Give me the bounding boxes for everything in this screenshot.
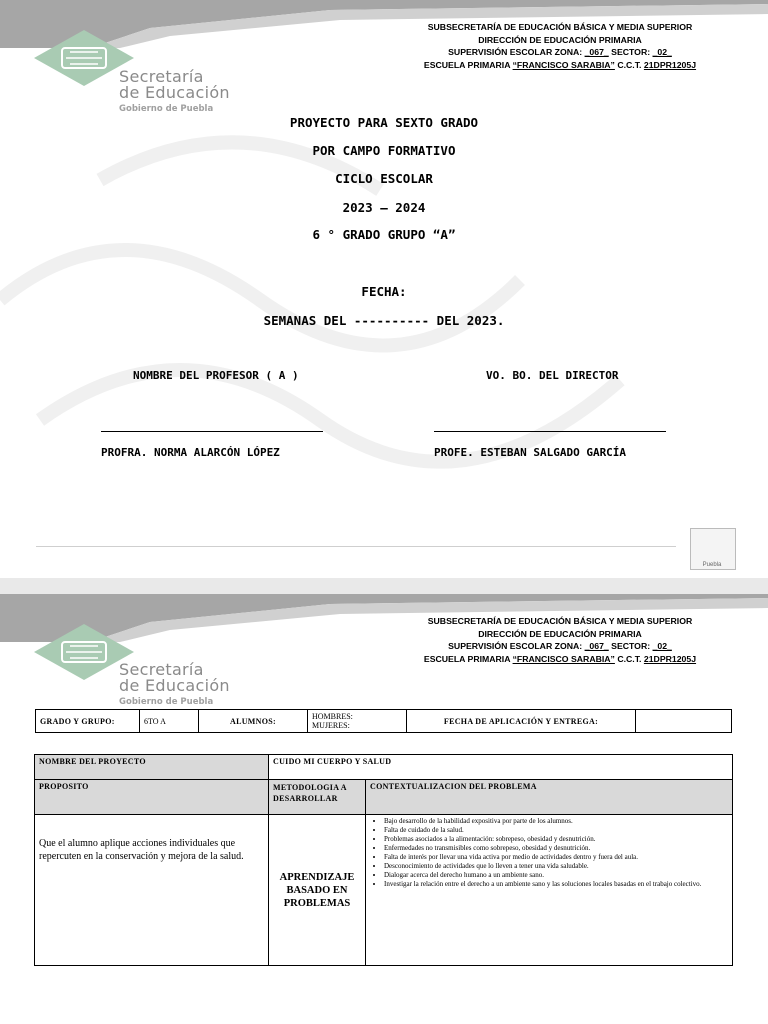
brand-line-2: de Educación	[119, 676, 230, 695]
header-line-3: SUPERVISIÓN ESCOLAR ZONA: _067_ SECTOR: _02_	[448, 47, 672, 57]
cover-title-1: PROYECTO PARA SEXTO GRADO	[289, 115, 479, 130]
hombres-label: HOMBRES:	[312, 712, 353, 721]
brand-line-1: Secretaría	[119, 660, 204, 679]
fecha-aplicacion-label: FECHA DE APLICACIÓN Y ENTREGA:	[407, 710, 636, 733]
header-line-1: SUBSECRETARÍA DE EDUCACIÓN BÁSICA Y MEDIA SUPERIOR	[427, 616, 693, 626]
nombre-proyecto-label: NOMBRE DEL PROYECTO	[35, 755, 269, 780]
brand-line-3: Gobierno de Puebla	[119, 104, 214, 114]
header-line-4: ESCUELA PRIMARIA “FRANCISCO SARABIA” C.C.T. 21DPR1205J	[423, 59, 697, 70]
cover-title-4: 2023 – 2024	[342, 200, 426, 215]
contexto-item: • Enfermedades no transmisibles como sobrepeso, obesidad y desnutrición.	[384, 844, 726, 853]
cover-title-3: CICLO ESCOLAR	[335, 171, 433, 186]
cover-title-5: 6 ° GRADO GRUPO “A”	[312, 227, 456, 242]
contexto-cell	[366, 815, 733, 966]
cover-title-2: POR CAMPO FORMATIVO	[312, 143, 456, 158]
mujeres-label: MUJERES:	[312, 721, 350, 730]
brand-line-2: de Educación	[119, 83, 230, 102]
brand-line-3: Gobierno de Puebla	[119, 697, 214, 707]
header-line-1: SUBSECRETARÍA DE EDUCACIÓN BÁSICA Y MEDIA SUPERIOR	[427, 22, 693, 32]
contexto-item: • Dialogar acerca del derecho humano a un ambiente sano.	[384, 871, 726, 880]
brand-logo-text	[119, 69, 230, 114]
grado-label: GRADO Y GRUPO:	[36, 710, 140, 733]
nombre-proyecto-value: CUIDO MI CUERPO Y SALUD	[269, 755, 733, 780]
info-table	[35, 709, 732, 733]
alumnos-label: ALUMNOS:	[199, 710, 308, 733]
document-page-project	[0, 594, 768, 1024]
contexto-label: CONTEXTUALIZACION DEL PROBLEMA	[366, 780, 733, 815]
director-label: VO. BO. DEL DIRECTOR	[486, 369, 619, 382]
hombres-mujeres-cell	[308, 710, 407, 733]
institution-header	[380, 21, 740, 71]
cover-semanas: SEMANAS DEL ---------- DEL 2023.	[263, 313, 505, 328]
profesor-label: NOMBRE DEL PROFESOR ( A )	[133, 369, 299, 382]
metodologia-label: METODOLOGIA A DESARROLLAR	[269, 780, 366, 815]
contexto-item: • Desconocimiento de actividades que lo lleven a tener una vida saludable.	[384, 862, 726, 871]
info-row	[36, 710, 732, 733]
fecha-aplicacion-value	[636, 710, 732, 733]
project-name-row	[35, 755, 733, 780]
metodologia-value: APRENDIZAJE BASADO EN PROBLEMAS	[269, 815, 366, 966]
brand-logo-text	[119, 662, 230, 707]
contexto-item: • Bajo desarrollo de la habilidad expositiva por parte de los alumnos.	[384, 817, 726, 826]
profesor-name: PROFRA. NORMA ALARCÓN LÓPEZ	[101, 446, 280, 459]
contexto-item: • Falta de cuidado de la salud.	[384, 826, 726, 835]
contexto-item: • Investigar la relación entre el derecho a un ambiente sano y las soluciones locales basadas en el trabajo colectivo.	[384, 880, 726, 889]
seal-label: Puebla	[702, 562, 722, 568]
project-table	[34, 754, 733, 966]
contexto-item: • Falta de interés por llevar una vida activa por medio de actividades dentro y fuera del aula.	[384, 853, 726, 862]
institution-header	[380, 615, 740, 665]
grado-value: 6TO A	[140, 710, 199, 733]
header-line-2: DIRECCIÓN DE EDUCACIÓN PRIMARIA	[478, 628, 642, 639]
proposito-label: PROPOSITO	[35, 780, 269, 815]
proposito-value: Que el alumno aplique acciones individuales que repercuten en la conservación y mejora de la salud.	[35, 815, 269, 966]
header-line-2: DIRECCIÓN DE EDUCACIÓN PRIMARIA	[478, 34, 642, 45]
header-line-3: SUPERVISIÓN ESCOLAR ZONA: _067_ SECTOR: _02_	[448, 641, 672, 651]
brand-line-1: Secretaría	[119, 67, 204, 86]
project-header-row	[35, 780, 733, 815]
director-name: PROFE. ESTEBAN SALGADO GARCÍA	[434, 446, 627, 459]
contexto-item: • Problemas asociados a la alimentación: sobrepeso, obesidad y desnutrición.	[384, 835, 726, 844]
cover-fecha: FECHA:	[361, 284, 407, 299]
contexto-list	[370, 817, 726, 889]
profesor-signature-line	[101, 431, 323, 432]
project-content-row	[35, 815, 733, 966]
director-signature-line	[434, 431, 666, 432]
footer-divider	[36, 546, 676, 547]
header-line-4: ESCUELA PRIMARIA “FRANCISCO SARABIA” C.C.T. 21DPR1205J	[423, 653, 697, 664]
